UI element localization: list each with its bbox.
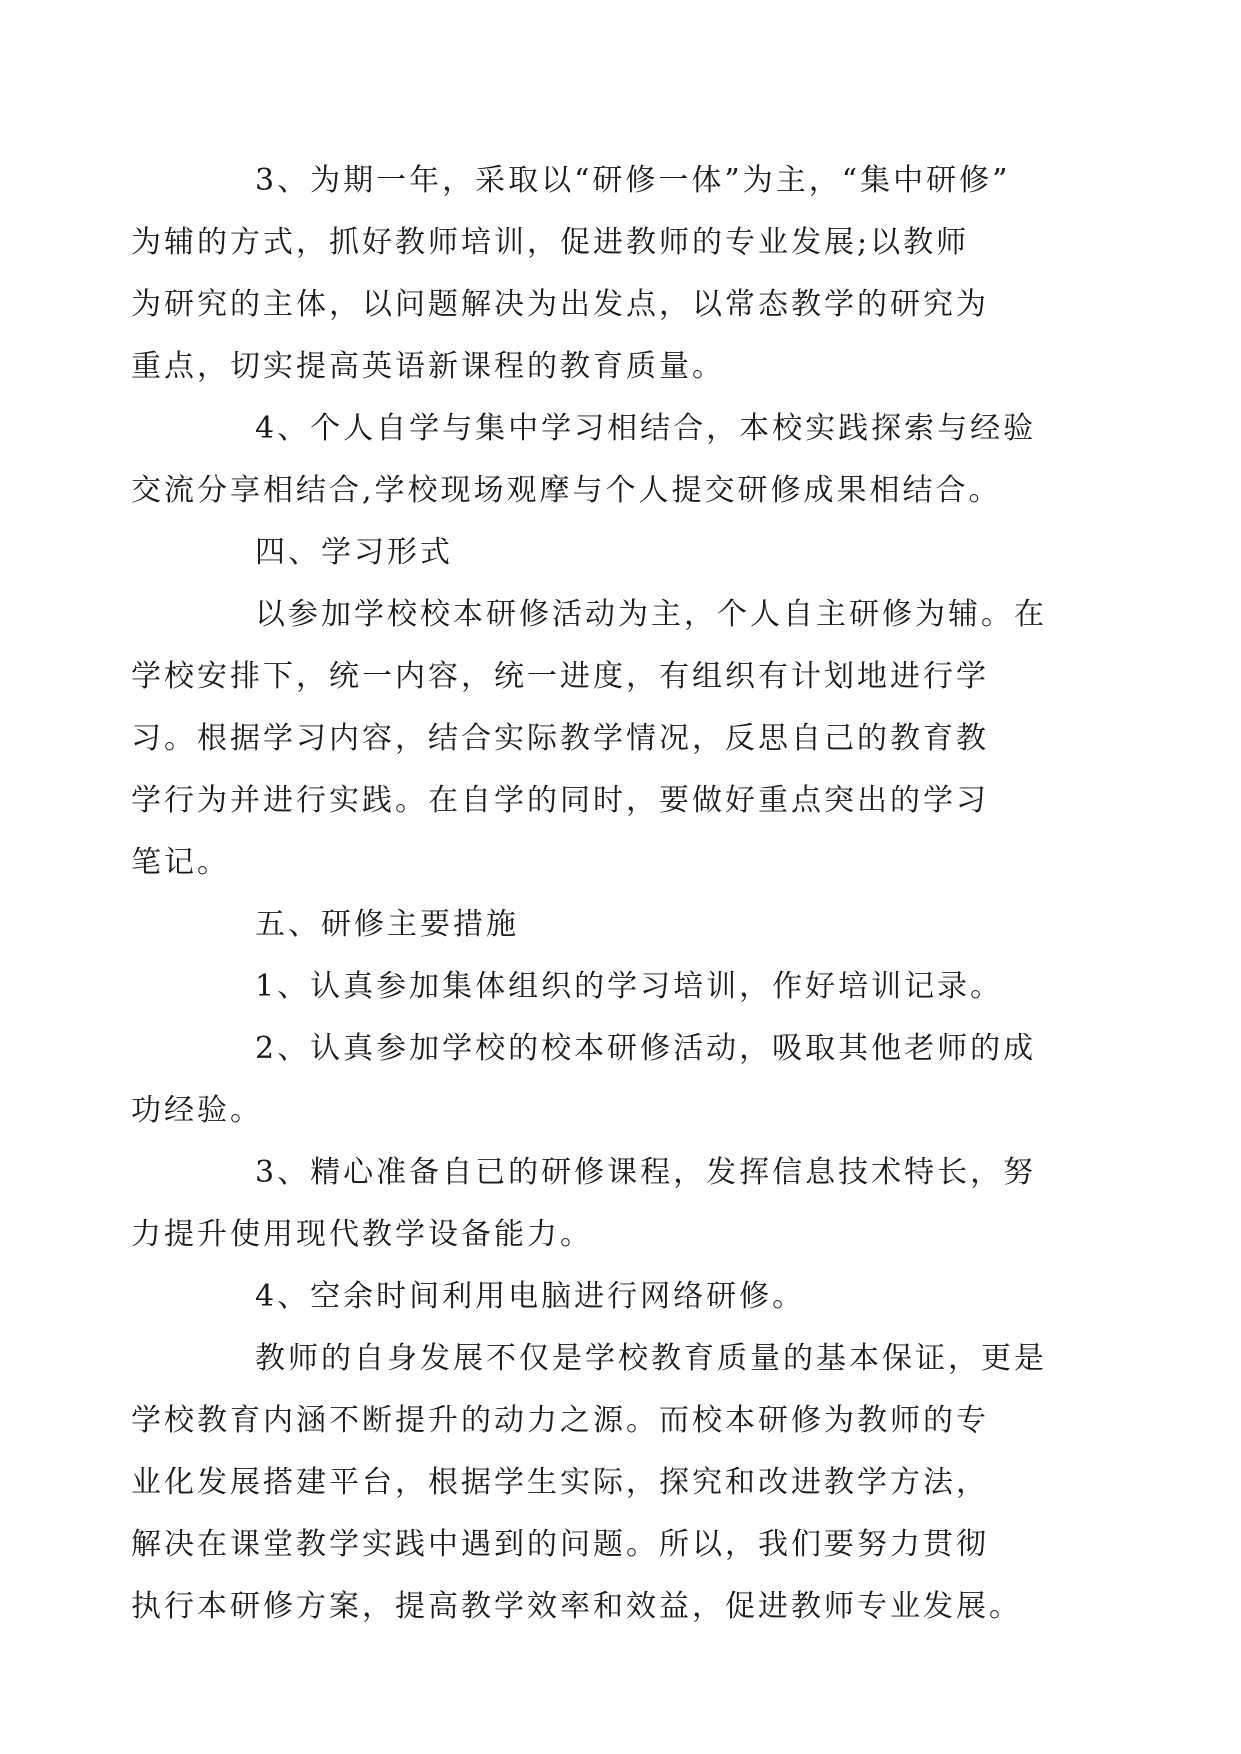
text-line: 4、空余时间利用电脑进行网络研修。 — [255, 1279, 806, 1314]
text-line: 交流分享相结合,学校现场观摩与个人提交研修成果相结合。 — [131, 473, 1002, 508]
text-line: 为研究的主体，以问题解决为出发点，以常态教学的研究为 — [131, 287, 989, 322]
text-line: 执行本研修方案，提高教学效率和效益，促进教师专业发展。 — [131, 1589, 1022, 1624]
text-line: 重点，切实提高英语新课程的教育质量。 — [131, 349, 725, 384]
text-line: 解决在课堂教学实践中遇到的问题。所以，我们要努力贯彻 — [131, 1527, 989, 1562]
text-line: 习。根据学习内容，结合实际教学情况，反思自己的教育教 — [131, 721, 989, 756]
text-line: 笔记。 — [131, 845, 230, 880]
text-line: 以参加学校校本研修活动为主，个人自主研修为辅。在 — [255, 597, 1047, 632]
body-paragraph — [131, 1018, 1053, 1142]
body-paragraph — [131, 398, 1053, 522]
text-line: 2、认真参加学校的校本研修活动，吸取其他老师的成 — [255, 1031, 1037, 1066]
text-line: 教师的自身发展不仅是学校教育质量的基本保证，更是 — [255, 1341, 1047, 1376]
body-paragraph — [193, 956, 1053, 1018]
section-heading — [193, 522, 1053, 584]
body-paragraph — [131, 1328, 1053, 1638]
body-paragraph — [131, 584, 1053, 894]
text-line: 四、学习形式 — [255, 535, 453, 570]
text-line: 功经验。 — [131, 1093, 263, 1128]
text-line: 学校安排下，统一内容，统一进度，有组织有计划地进行学 — [131, 659, 989, 694]
text-line: 学行为并进行实践。在自学的同时，要做好重点突出的学习 — [131, 783, 989, 818]
text-line: 1、认真参加集体组织的学习培训，作好培训记录。 — [255, 969, 1004, 1004]
text-line: 为辅的方式，抓好教师培训，促进教师的专业发展;以教师 — [131, 225, 970, 260]
body-paragraph — [193, 1266, 1053, 1328]
text-line: 业化发展搭建平台，根据学生实际，探究和改进教学方法， — [131, 1465, 989, 1500]
body-paragraph — [131, 150, 1053, 398]
text-line: 3、精心准备自已的研修课程，发挥信息技术特长，努 — [255, 1155, 1037, 1190]
section-heading — [193, 894, 1053, 956]
text-line: 力提升使用现代教学设备能力。 — [131, 1217, 593, 1252]
text-line: 学校教育内涵不断提升的动力之源。而校本研修为教师的专 — [131, 1403, 989, 1438]
body-paragraph — [131, 1142, 1053, 1266]
document-body — [131, 150, 1053, 1638]
text-line: 4、个人自学与集中学习相结合，本校实践探索与经验 — [255, 411, 1037, 446]
text-line: 3、为期一年，采取以“研修一体”为主，“集中研修” — [255, 163, 1011, 198]
text-line: 五、研修主要措施 — [255, 907, 519, 942]
